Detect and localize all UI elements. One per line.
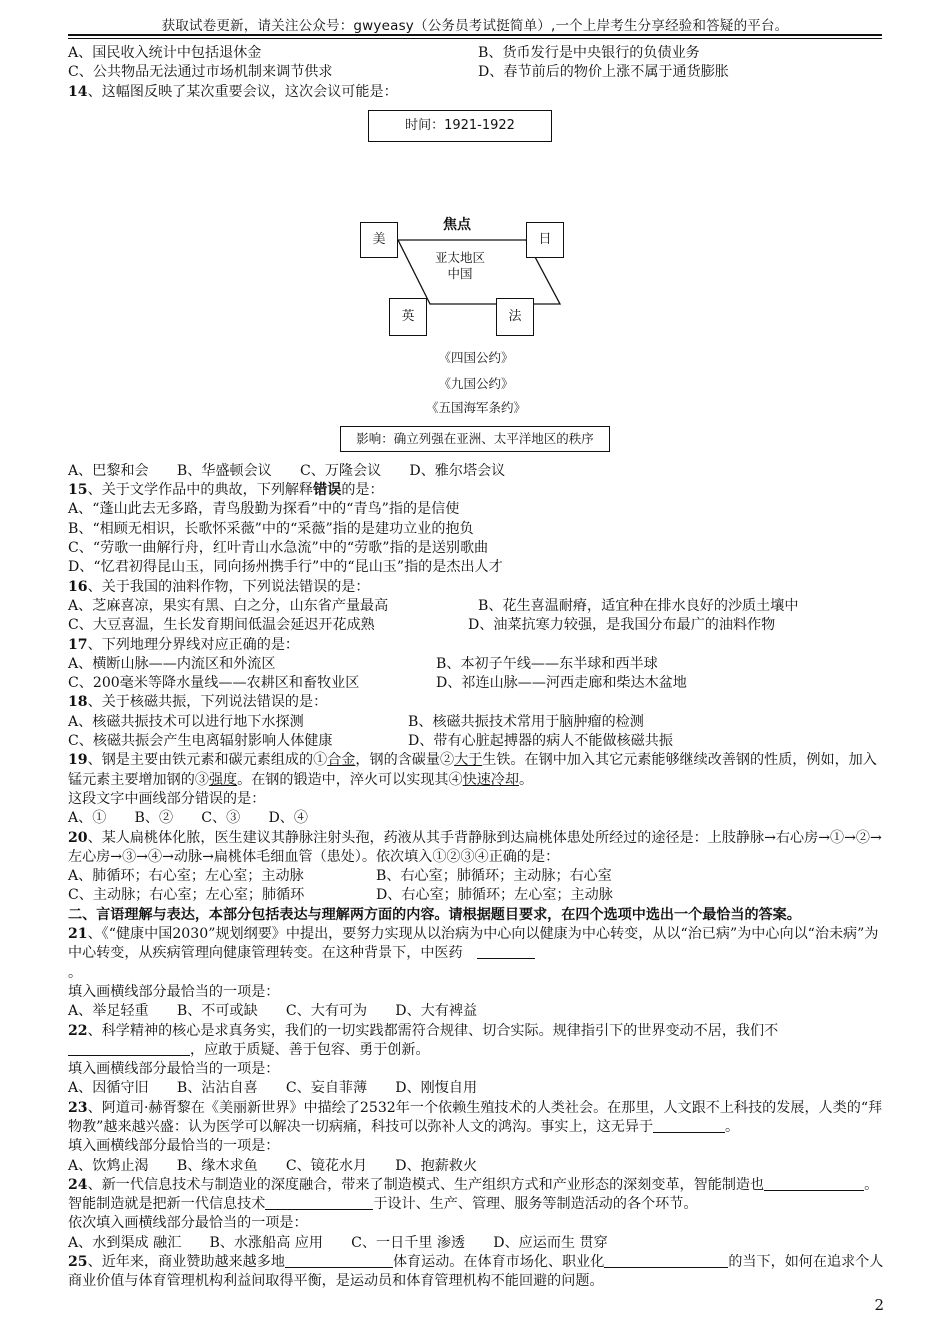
q22-prompt: 填入画横线部分最恰当的一项是： bbox=[68, 1061, 280, 1078]
q15-option-c: C、“劳歌一曲解行舟，红叶青山水急流”中的“劳歌”指的是送别歌曲 bbox=[68, 540, 489, 557]
q19-options: A、① B、② C、③ D、④ bbox=[68, 810, 308, 827]
q15-option-d: D、“忆君初得昆山玉，同向扬州携手行”中的“昆山玉”指的是杰出人才 bbox=[68, 559, 503, 576]
q16-stem: 16、关于我国的油料作物，下列说法错误的是： bbox=[68, 578, 370, 595]
q20-stem: 20、某人扁桃体化脓，医生建议其静脉注射头孢，药液从其手背静脉到达扁桃体患处所经过的途径是：上肢静脉→右心房→①→②→左心房→③→④→动脉→扁桃体毛细血管（患处）。依次填入①②③④正确的是： bbox=[68, 829, 882, 865]
focus-label: 焦点 bbox=[443, 216, 471, 233]
q13-options-row2: C、公共物品无法通过市场机制来调节供求 D、春节前后的物价上涨不属于通货膨胀 bbox=[68, 64, 729, 81]
japan-box: 日 bbox=[526, 222, 564, 258]
q25-stem: 25、近年来，商业赞助越来越多地 体育运动。在体育市场化、职业化 的当下，如何在追求个人商业价值与体育管理机构利益间取得平衡，是运动员和体育管理机构不能回避的问题。 bbox=[68, 1254, 884, 1290]
q21-stem: 21、《“健康中国2030”规划纲要》中提出，要努力实现从以治病为中心向以健康为中心转变，从以“治已病”为中心向以“治未病”为中心转变，从疾病管理向健康管理转变。在这种背景下，中医药 bbox=[68, 926, 879, 962]
q14-stem: 14、这幅图反映了某次重要会议，这次会议可能是： bbox=[68, 83, 398, 100]
q20-options-row2: C、主动脉；右心室；左心室；肺循环 D、右心室；肺循环；左心室；主动脉 bbox=[68, 887, 613, 904]
impact-box: 影响：确立列强在亚洲、太平洋地区的秩序 bbox=[340, 426, 610, 452]
q18-options-row2: C、核磁共振会产生电离辐射影响人体健康 D、带有心脏起搏器的病人不能做核磁共振 bbox=[68, 733, 673, 750]
header-rule-thin bbox=[68, 38, 882, 39]
treaty-four-power: 《四国公约》 bbox=[438, 349, 514, 365]
treaty-five-power: 《五国海军条约》 bbox=[425, 399, 526, 415]
q16-options-row1: A、芝麻喜凉，果实有黑、白之分，山东省产量最高 B、花生喜温耐瘠，适宜种在排水良好的沙质土壤中 bbox=[68, 597, 799, 614]
q20-options-row1: A、肺循环；右心室；左心室；主动脉 B、右心室；肺循环；主动脉；右心室 bbox=[68, 868, 612, 885]
q14-options: A、巴黎和会 B、华盛顿会议 C、万隆会议 D、雅尔塔会议 bbox=[68, 462, 506, 479]
q14-diagram-bottom bbox=[68, 392, 884, 462]
header-rule bbox=[68, 34, 882, 36]
us-box: 美 bbox=[360, 222, 398, 258]
q24-stem: 24、新一代信息技术与制造业的深度融合，带来了制造模式、生产组织方式和产业形态的深刻变革，智能制造也 。智能制造就是把新一代信息技术 于设计、生产、管理、服务等制造活动的各个环节。 bbox=[68, 1176, 879, 1213]
q23-stem: 23、阿道司·赫胥黎在《美丽新世界》中描绘了2532年一个依赖生殖技术的人类社会。在那里，人文跟不上科技的发展，人类的“拜物教”越来越兴盛：认为医学可以解决一切病痛，科技可以弥补人文的鸿沟。事实上，这无异于 。 bbox=[68, 1099, 883, 1135]
q24-options: A、水到渠成 融汇 B、水涨船高 应用 C、一日千里 渗透 D、应运而生 贯穿 bbox=[68, 1234, 608, 1251]
q22-stem: 22、科学精神的核心是求真务实，我们的一切实践都需符合规律、切合实际。规律指引下的世界变动不居，我们不，应敢于质疑、善于包容、勇于创新。 bbox=[68, 1022, 779, 1058]
q19-prompt: 这段文字中画线部分错误的是： bbox=[68, 790, 266, 807]
q17-stem: 17、下列地理分界线对应正确的是： bbox=[68, 636, 300, 653]
center-label: 亚太地区 中国 bbox=[434, 249, 485, 281]
q14-diagram bbox=[68, 104, 884, 392]
q15-option-a: A、“蓬山此去无多路，青鸟殷勤为探看”中的“青鸟”指的是信使 bbox=[68, 501, 460, 518]
time-box: 时间：1921-1922 bbox=[368, 110, 552, 142]
q15-option-b: B、“相顾无相识，长歌怀采薇”中的“采薇”指的是建功立业的抱负 bbox=[68, 520, 474, 537]
q13-options-row1: A、国民收入统计中包括退休金 B、货币发行是中央银行的负债业务 bbox=[68, 45, 700, 61]
section-2-heading: 二、言语理解与表达，本部分包括表达与理解两方面的内容。请根据题目要求，在四个选项中选出一个最恰当的答案。 bbox=[68, 906, 801, 923]
q21-period: 。 bbox=[68, 964, 83, 981]
q23-options: A、饮鸩止渴 B、缘木求鱼 C、镜花水月 D、抱薪救火 bbox=[68, 1157, 478, 1174]
q18-options-row1: A、核磁共振技术可以进行地下水探测 B、核磁共振技术常用于脑肿瘤的检测 bbox=[68, 713, 644, 730]
q16-options-row2: C、大豆喜温，生长发育期间低温会延迟开花成熟 D、油菜抗寒力较强，是我国分布最广的油料作物 bbox=[68, 617, 776, 634]
q18-stem: 18、关于核磁共振，下列说法错误的是： bbox=[68, 694, 328, 711]
document-body bbox=[68, 44, 884, 1292]
france-box: 法 bbox=[496, 298, 534, 336]
treaty-nine-power: 《九国公约》 bbox=[438, 375, 514, 391]
q17-options-row1: A、横断山脉——内流区和外流区 B、本初子午线——东半球和西半球 bbox=[68, 655, 658, 672]
q15-stem: 15、关于文学作品中的典故，下列解释错误的是： bbox=[68, 482, 384, 499]
uk-box: 英 bbox=[389, 298, 427, 336]
q21-options: A、举足轻重 B、不可或缺 C、大有可为 D、大有裨益 bbox=[68, 1003, 478, 1020]
page-number: 2 bbox=[874, 1296, 884, 1314]
q24-prompt: 依次填入画横线部分最恰当的一项是： bbox=[68, 1215, 308, 1232]
q21-prompt: 填入画横线部分最恰当的一项是： bbox=[68, 983, 280, 1000]
page-header: 获取试卷更新，请关注公众号：gwyeasy（公务员考试挺简单）,一个上岸考生分享经验和答疑的平台。 bbox=[161, 18, 789, 34]
q19-stem: 19、钢是主要由铁元素和碳元素组成的①合金，钢的含碳量②大于生铁。在钢中加入其它元素能够继续改善钢的性质，例如，加入锰元素主要增加钢的③强度。在钢的锻造中，淬火可以实现其④快速冷却。 bbox=[68, 752, 877, 788]
q17-options-row2: C、200毫米等降水量线——农耕区和畜牧业区 D、祁连山脉——河西走廊和柴达木盆地 bbox=[68, 675, 687, 692]
q22-options: A、因循守旧 B、沾沾自喜 C、妄自菲薄 D、刚愎自用 bbox=[68, 1080, 478, 1097]
q23-prompt: 填入画横线部分最恰当的一项是： bbox=[68, 1138, 280, 1155]
